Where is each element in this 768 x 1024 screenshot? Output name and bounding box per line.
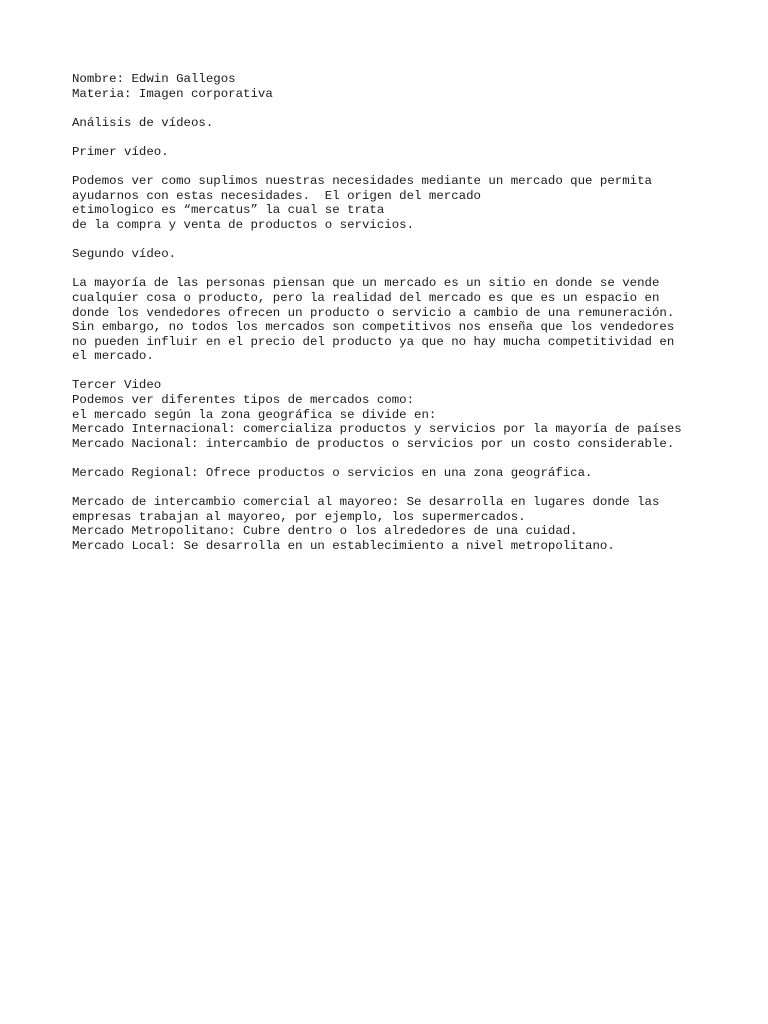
paragraph-line: cualquier cosa o producto, pero la realidad del mercado es que es un espacio en [72,290,660,305]
paragraph-line: Podemos ver como suplimos nuestras necesidades mediante un mercado que permita [72,174,652,189]
blank-line [72,481,748,496]
paragraph-line: ayudarnos con estas necesidades. El origen del mercado [72,188,481,203]
paragraph-line: Mercado Metropolitano: Cubre dentro o los alrededores de una cuidad. [72,524,578,539]
paragraph-line: Podemos ver diferentes tipos de mercados como: [72,393,415,408]
paragraph-line: de la compra y venta de productos o servicios. [72,217,415,232]
document-title: Análisis de vídeos. [72,115,214,130]
blank-line [72,130,748,145]
paragraph-line: donde los vendedores ofrecen un producto o servicio a cambio de una remuneración. [72,305,675,320]
subject-line: Materia: Imagen corporativa [72,86,273,101]
section-heading-first-video: Primer vídeo. [72,144,169,159]
section-heading-second-video: Segundo vídeo. [72,247,177,262]
section-heading-third-video: Tercer Video [72,378,162,393]
blank-line [72,233,748,248]
paragraph-line: Mercado Nacional: intercambio de productos o servicios por un costo considerable. [72,436,675,451]
paragraph-line: Mercado Local: Se desarrolla en un establecimiento a nivel metropolitano. [72,539,615,553]
blank-line [72,451,748,466]
author-name-line: Nombre: Edwin Gallegos [72,72,236,86]
blank-line [72,364,748,379]
paragraph-line: el mercado. [72,349,154,364]
paragraph-line: Sin embargo, no todos los mercados son competitivos nos enseña que los vendedores [72,320,675,335]
paragraph-line: empresas trabajan al mayoreo, por ejemplo, los supermercados. [72,509,526,524]
paragraph-line: La mayoría de las personas piensan que un mercado es un sitio en donde se vende [72,276,660,291]
paragraph-line: Mercado Internacional: comercializa productos y servicios por la mayoría de países [72,422,682,437]
blank-line [72,262,748,277]
blank-line [72,160,748,175]
paragraph-line: Mercado Regional: Ofrece productos o servicios en una zona geográfica. [72,466,593,481]
paragraph-line: el mercado según la zona geográfica se divide en: [72,407,437,422]
paragraph-line: no pueden influir en el precio del producto ya que no hay mucha competitividad en [72,334,675,349]
paragraph-line: Mercado de intercambio comercial al mayoreo: Se desarrolla en lugares donde las [72,495,660,510]
blank-line [72,101,748,116]
paragraph-line: etimologico es “mercatus” la cual se trata [72,203,385,218]
